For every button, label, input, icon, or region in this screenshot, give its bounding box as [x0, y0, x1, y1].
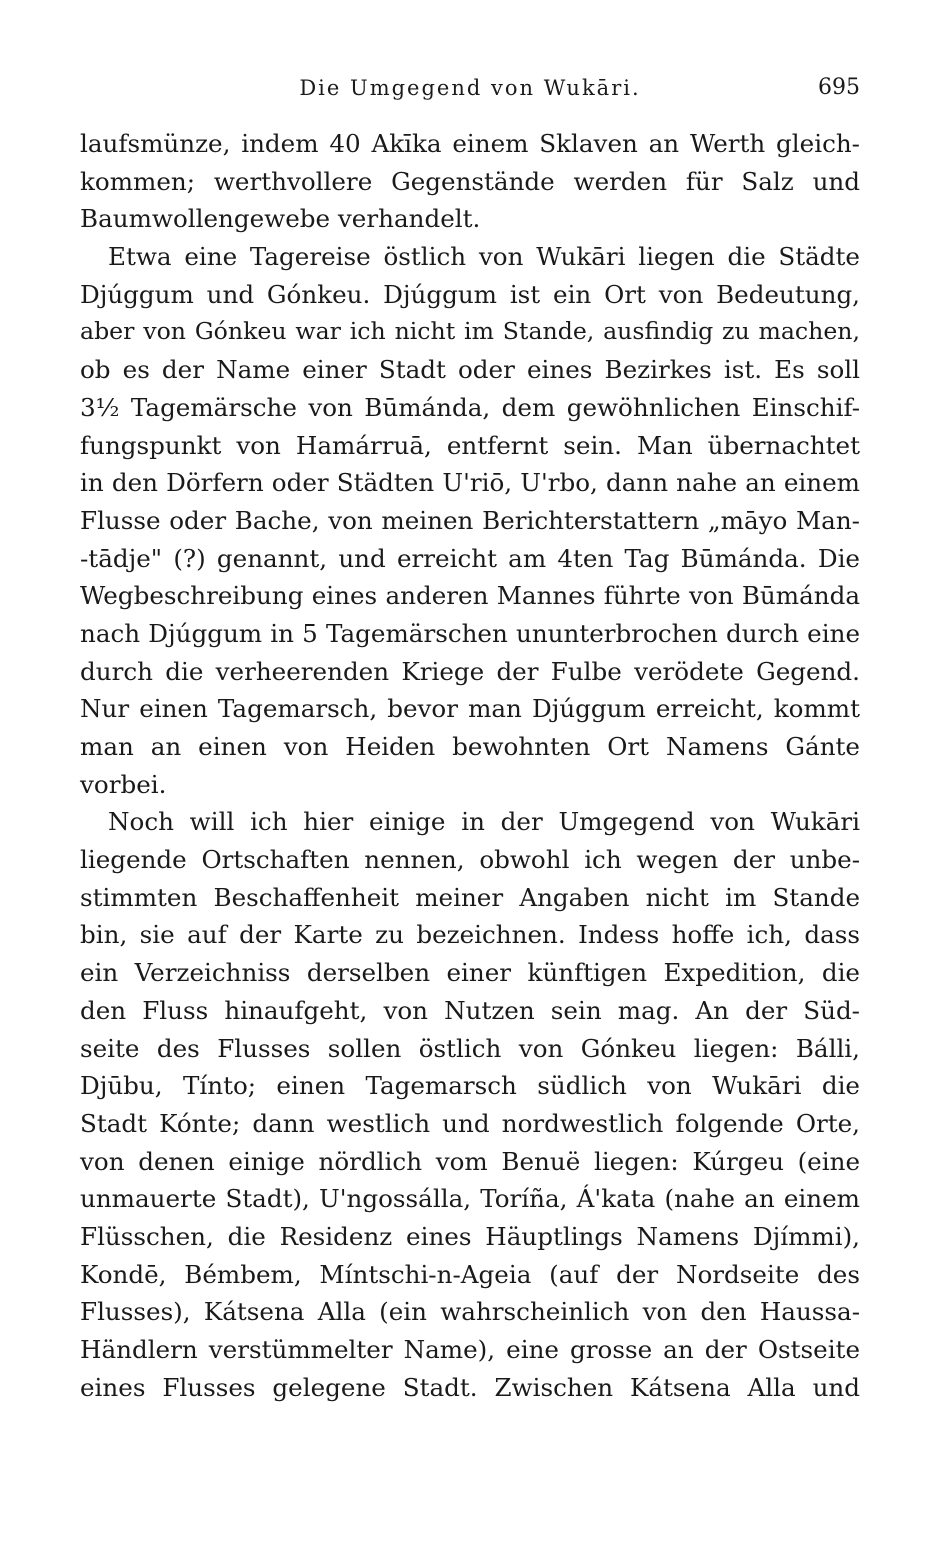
text-line: 3½ Tagemärsche von Būmánda, dem gewöhnlichen Einschif- [80, 392, 860, 422]
text-line: Djūbu, Tínto; einen Tagemarsch südlich von Wukāri die [80, 1071, 860, 1101]
body-text [80, 125, 860, 1406]
text-line: liegende Ortschaften nennen, obwohl ich wegen der unbe- [80, 845, 860, 875]
text-line: ein Verzeichniss derselben einer künftigen Expedition, die [80, 958, 860, 988]
text-line: Djúggum und Gónkeu. Djúggum ist ein Ort von Bedeutung, [80, 279, 860, 309]
text-line: man an einen von Heiden bewohnten Ort Namens Gánte [80, 732, 860, 761]
running-head [80, 72, 860, 104]
text-line: -tādje" (?) genannt, und erreicht am 4ten Tag Būmánda. Die [80, 543, 860, 573]
text-line: kommen; werthvollere Gegenstände werden für Salz und [80, 166, 860, 196]
text-line: fungspunkt von Hamárruā, entfernt sein. Man übernachtet [80, 430, 860, 460]
running-title: Die Umgegend von Wukāri. [299, 76, 641, 100]
text-line: Wegbeschreibung eines anderen Mannes führte von Būmánda [80, 581, 860, 611]
page-number: 695 [818, 75, 860, 100]
text-line: Händlern verstümmelter Name), eine grosse an der Ostseite [80, 1335, 860, 1364]
text-line: bin, sie auf der Karte zu bezeichnen. Indess hoffe ich, dass [80, 920, 860, 950]
text-line: unmauerte Stadt), U'ngossálla, Toríña, Á'kata (nahe an einem [80, 1184, 860, 1214]
text-line: Flusse oder Bache, von meinen Berichterstattern „māyo Man- [80, 505, 860, 535]
text-line: Flusses), Kátsena Alla (ein wahrscheinlich von den Haussa- [80, 1297, 860, 1327]
text-line: Nur einen Tagemarsch, bevor man Djúggum erreicht, kommt [80, 694, 860, 724]
text-line: ob es der Name einer Stadt oder eines Bezirkes ist. Es soll [80, 355, 860, 385]
text-line: in den Dörfern oder Städten U'riō, U'rbo, dann nahe an einem [80, 468, 860, 498]
text-line: von denen einige nördlich vom Benuë liegen: Kúrgeu (eine [80, 1146, 860, 1176]
text-line: Noch will ich hier einige in der Umgegend von Wukāri [108, 807, 860, 837]
text-line: seite des Flusses sollen östlich von Gónkeu liegen: Bálli, [80, 1033, 860, 1063]
text-line: Etwa eine Tagereise östlich von Wukāri liegen die Städte [108, 242, 860, 272]
text-line: nach Djúggum in 5 Tagemärschen ununterbrochen durch eine [80, 618, 860, 648]
text-line: Kondē, Bémbem, Míntschi-n-Ageia (auf der Nordseite des [80, 1259, 860, 1289]
text-line: den Fluss hinaufgeht, von Nutzen sein mag. An der Süd- [80, 995, 860, 1025]
text-line: Stadt Kónte; dann westlich und nordwestlich folgende Orte, [80, 1108, 860, 1138]
text-line: stimmten Beschaffenheit meiner Angaben nicht im Stande [80, 882, 860, 912]
text-line: Flüsschen, die Residenz eines Häuptlings Namens Djímmi), [80, 1221, 860, 1251]
text-line: Baumwollengewebe verhandelt. [80, 204, 481, 234]
text-line: durch die verheerenden Kriege der Fulbe verödete Gegend. [80, 656, 860, 686]
text-line: aber von Gónkeu war ich nicht im Stande, ausfindig zu machen, [80, 317, 860, 346]
text-line: vorbei. [80, 769, 167, 799]
text-line: eines Flusses gelegene Stadt. Zwischen Kátsena Alla und [80, 1372, 860, 1402]
text-line: laufsmünze, indem 40 Akīka einem Sklaven an Werth gleich- [80, 129, 860, 158]
